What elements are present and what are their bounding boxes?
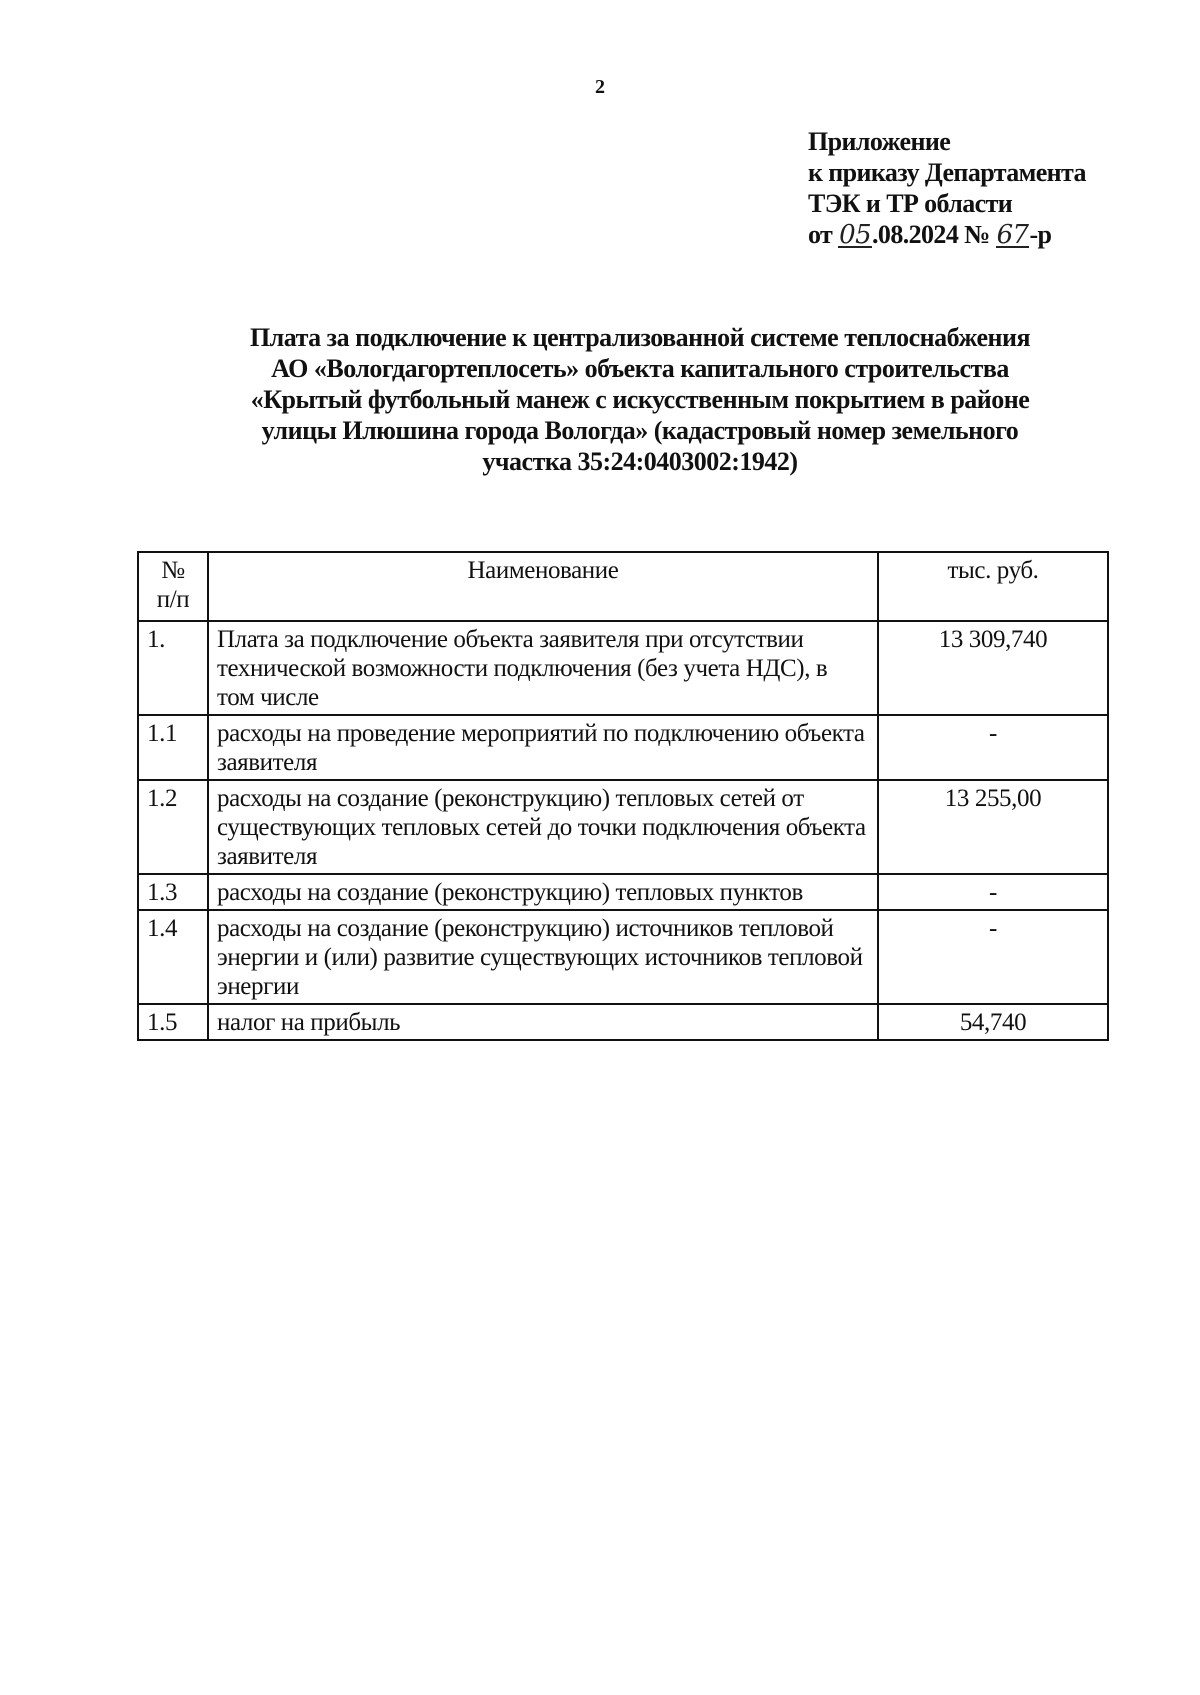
row-value: 13 309,740 — [878, 621, 1108, 715]
row-name: расходы на создание (реконструкцию) тепловых сетей от существующих тепловых сетей до точки подключения объекта заявителя — [208, 780, 878, 874]
appendix-line-2: к приказу Департамента — [808, 158, 1086, 187]
row-value: 13 255,00 — [878, 780, 1108, 874]
page-number: 2 — [595, 76, 605, 98]
table-header-row — [138, 552, 1108, 621]
title-line-3: «Крытый футбольный манеж с искусственным покрытием в районе — [250, 385, 1030, 414]
appendix-date-prefix: от — [808, 220, 839, 249]
title-line-2: АО «Вологдагортеплосеть» объекта капитального строительства — [271, 354, 1009, 383]
header-num-line-1: № — [161, 557, 185, 584]
header-name: Наименование — [208, 552, 878, 621]
title-line-1: Плата за подключение к централизованной системе теплоснабжения — [249, 323, 1031, 352]
row-value: - — [878, 910, 1108, 1004]
row-num: 1.2 — [138, 780, 208, 874]
header-value: тыс. руб. — [878, 552, 1108, 621]
row-name: налог на прибыль — [208, 1004, 878, 1040]
table-row — [138, 1004, 1108, 1040]
handwritten-day: 05 — [839, 220, 872, 250]
table-row — [138, 621, 1108, 715]
row-num: 1.4 — [138, 910, 208, 1004]
row-num: 1.5 — [138, 1004, 208, 1040]
table-row — [138, 780, 1108, 874]
row-value: - — [878, 874, 1108, 910]
row-name: Плата за подключение объекта заявителя при отсутствии технической возможности подключения (без учета НДС), в том числе — [208, 621, 878, 715]
handwritten-order-number: 67 — [996, 220, 1029, 250]
header-num — [138, 552, 208, 621]
cost-table — [137, 551, 1109, 1041]
table-row — [138, 715, 1108, 780]
title-line-4: улицы Илюшина города Вологда» (кадастровый номер земельного — [261, 416, 1019, 445]
header-num-line-2: п/п — [156, 586, 190, 613]
document-title — [160, 322, 1120, 477]
row-num: 1. — [138, 621, 208, 715]
row-value: - — [878, 715, 1108, 780]
appendix-order-suffix: -р — [1029, 220, 1052, 249]
row-name: расходы на создание (реконструкцию) тепловых пунктов — [208, 874, 878, 910]
table-row — [138, 874, 1108, 910]
appendix-line-1: Приложение — [808, 127, 951, 156]
appendix-line-3: ТЭК и ТР области — [808, 189, 1013, 218]
title-line-5: участка 35:24:0403002:1942) — [482, 447, 798, 476]
appendix-date-middle: .08.2024 № — [872, 220, 996, 249]
row-name: расходы на проведение мероприятий по подключению объекта заявителя — [208, 715, 878, 780]
row-num: 1.1 — [138, 715, 208, 780]
table-row — [138, 910, 1108, 1004]
appendix-line-4 — [808, 219, 1086, 250]
appendix-block — [808, 126, 1086, 250]
row-num: 1.3 — [138, 874, 208, 910]
row-value: 54,740 — [878, 1004, 1108, 1040]
row-name: расходы на создание (реконструкцию) источников тепловой энергии и (или) развитие существующих источников тепловой энергии — [208, 910, 878, 1004]
